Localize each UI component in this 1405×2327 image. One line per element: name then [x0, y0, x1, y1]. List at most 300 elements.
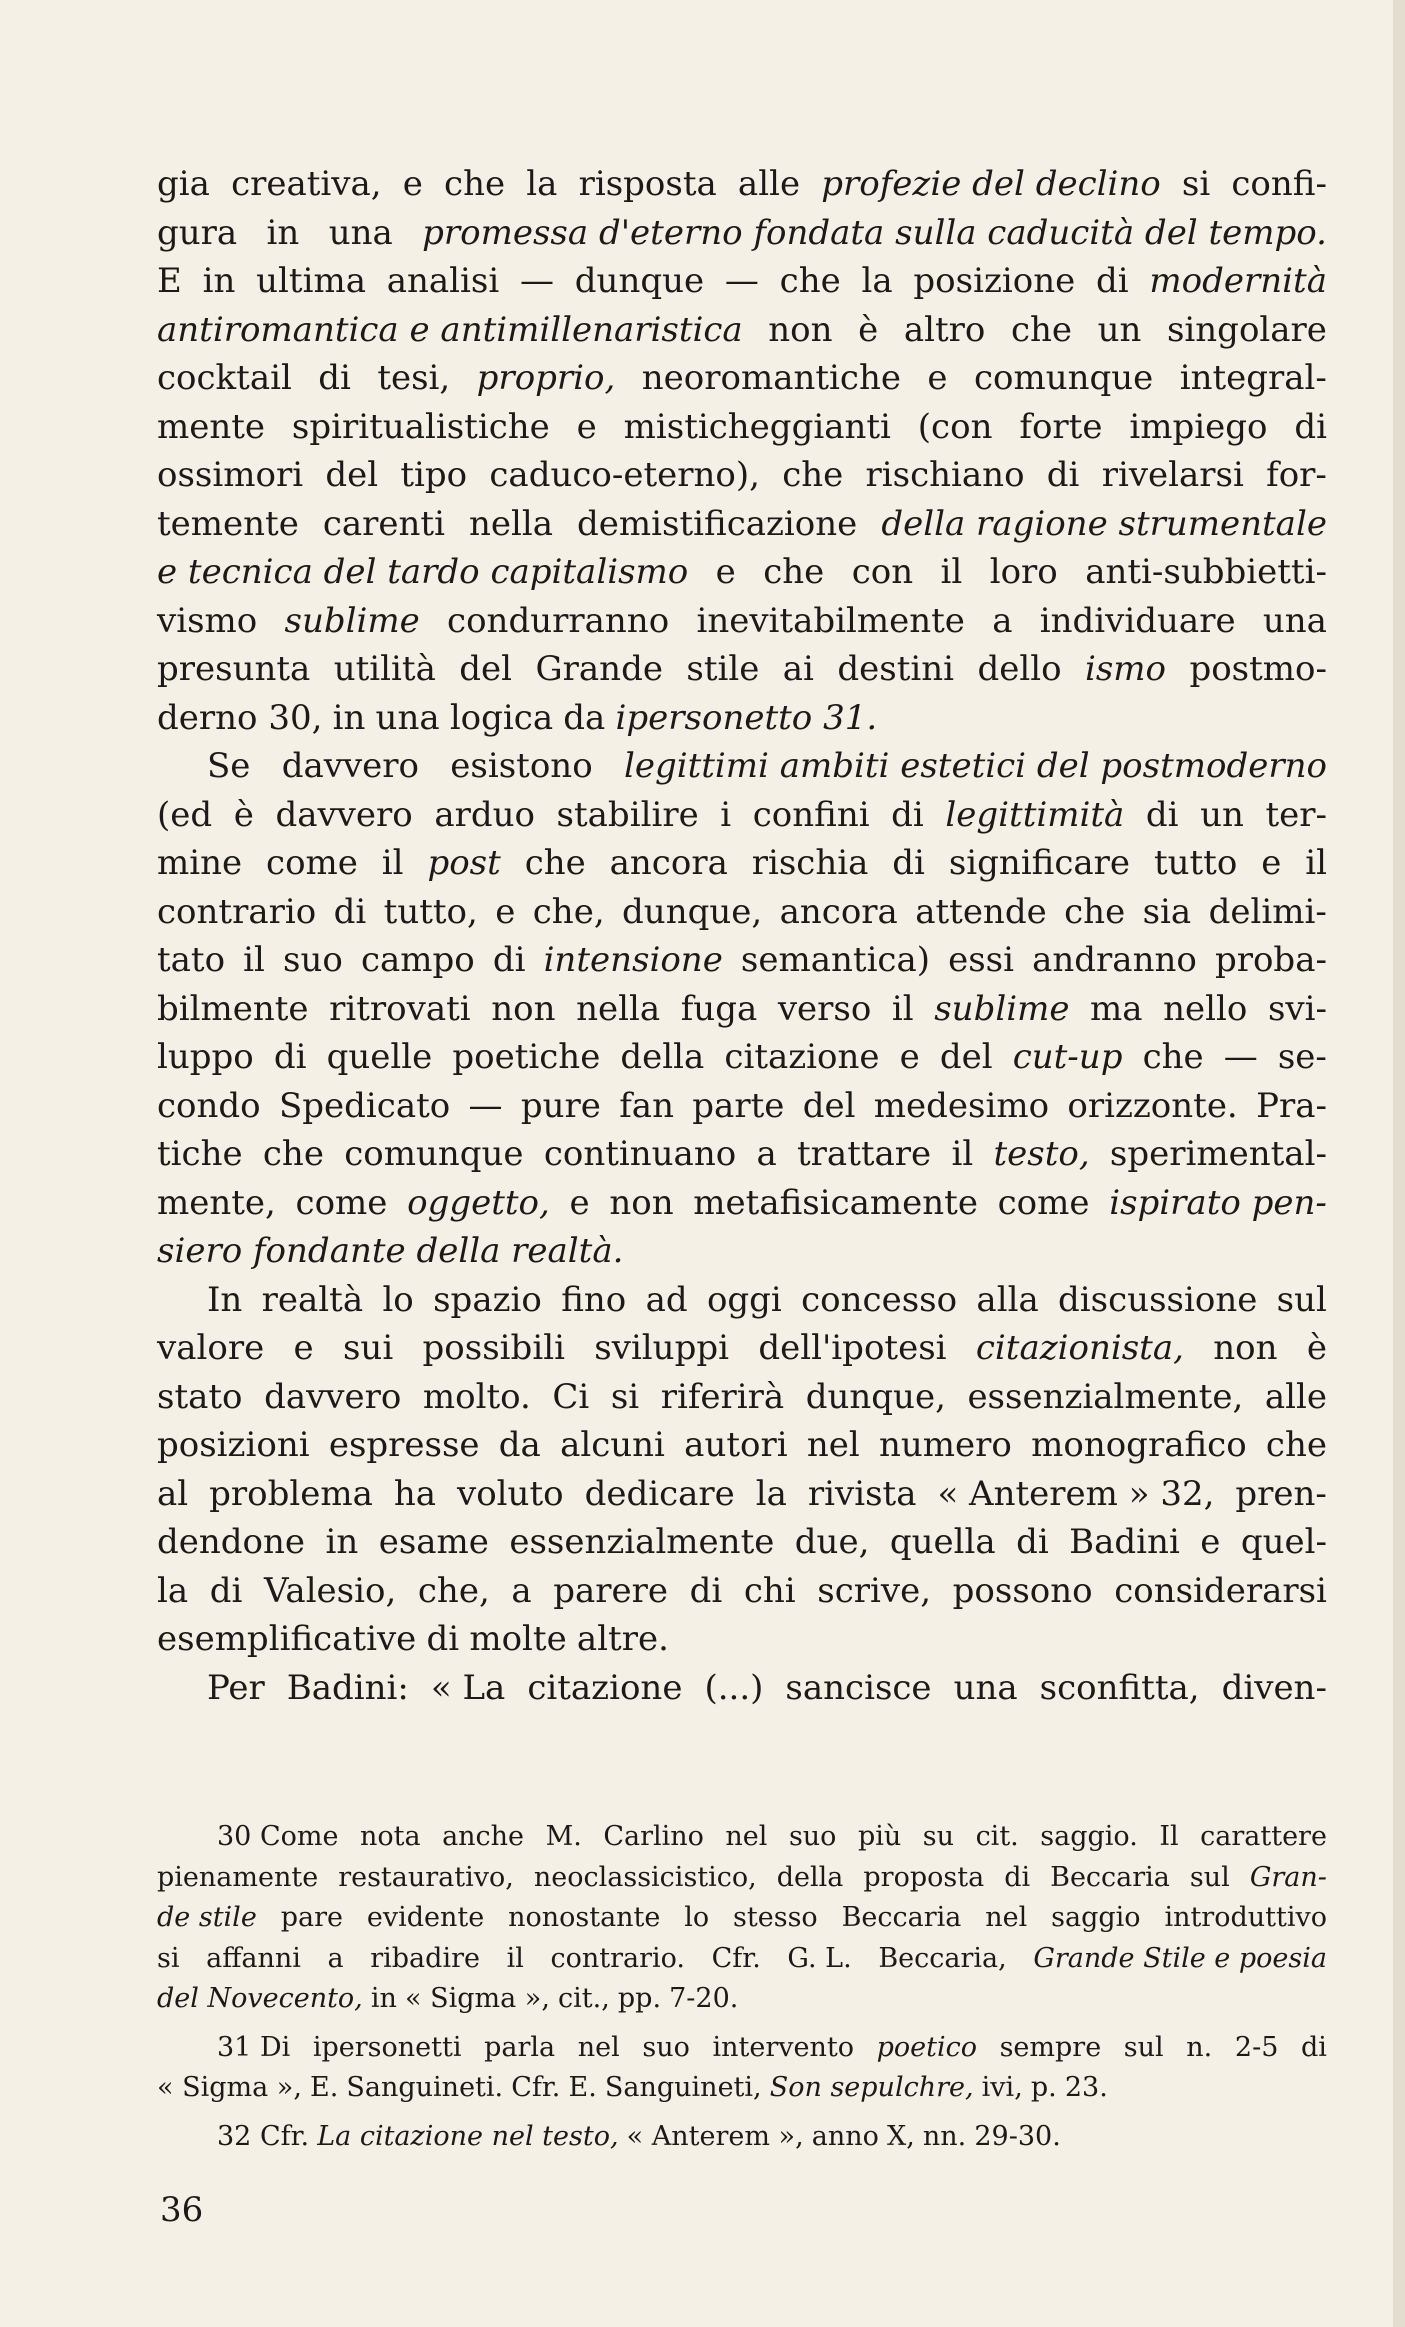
word: autori [684, 1425, 788, 1465]
word: e [293, 1328, 314, 1368]
word: quel- [1240, 1522, 1327, 1562]
word: Cfr. [511, 2072, 561, 2103]
word: 30 Come [217, 1821, 339, 1852]
word: non [491, 988, 556, 1029]
word: realtà [261, 1279, 364, 1320]
word: che [763, 552, 825, 592]
word: proposta [863, 1861, 985, 1893]
word: altre. [576, 1619, 669, 1659]
word: proba- [1214, 940, 1327, 980]
word: semantica) [740, 940, 931, 980]
word: stabilire [556, 794, 699, 835]
word: del [802, 1085, 856, 1126]
word: Grande Stile e poesia [1033, 1942, 1327, 1974]
word: è [1306, 1328, 1327, 1368]
word: di [426, 1619, 460, 1659]
word: di [1300, 2031, 1327, 2063]
word: X, [886, 2120, 915, 2152]
text-line [157, 1324, 1327, 1373]
word: su [922, 1821, 955, 1852]
word: Carlino [603, 1821, 704, 1852]
word: medesimo [873, 1085, 1050, 1126]
word: confi- [1231, 164, 1327, 204]
word: quelle [326, 1037, 433, 1077]
word: pure [520, 1085, 601, 1126]
text-line [157, 694, 1327, 743]
word: impiego [1129, 406, 1268, 447]
page-number: 36 [160, 2190, 204, 2230]
word: (ed [157, 794, 213, 835]
word: Beccaria [1050, 1861, 1170, 1893]
word: parte [692, 1085, 785, 1126]
word: a [756, 1134, 777, 1174]
text-line [157, 500, 1327, 549]
word: 7-20. [669, 1983, 739, 2014]
word: il [1305, 843, 1327, 883]
word: campo [360, 940, 475, 980]
word: intervento [712, 2031, 854, 2063]
word: possono [952, 1570, 1093, 1611]
word: parere [553, 1570, 669, 1611]
word: anno [811, 2120, 879, 2152]
word: Badini [1069, 1522, 1180, 1562]
word: cocktail [157, 358, 292, 398]
word: ancora [609, 843, 728, 883]
word: a [327, 1942, 344, 1974]
word: una [375, 697, 440, 738]
word: pienamente [157, 1861, 319, 1893]
word: della ragione strumentale [881, 503, 1327, 544]
word: vismo [157, 600, 258, 641]
word: a [511, 1570, 532, 1611]
word: de stile [157, 1902, 257, 1933]
word: ter- [1265, 794, 1327, 835]
word: come [997, 1182, 1090, 1223]
word: del [325, 455, 379, 495]
word: e [402, 164, 423, 204]
word: evidente [366, 1902, 485, 1933]
page-edge [1393, 0, 1405, 2327]
word: più [857, 1821, 902, 1852]
footnote-gap [157, 2020, 1327, 2028]
text-line [157, 403, 1327, 452]
word: in [332, 697, 366, 738]
word: 32 Cfr. [217, 2120, 310, 2152]
word: della [776, 1861, 844, 1893]
word: Sanguineti. [346, 2072, 504, 2103]
word: oggetto, [407, 1182, 550, 1223]
word: di [273, 1037, 307, 1077]
word: carattere [1200, 1821, 1327, 1852]
body-text [157, 160, 1327, 1712]
word: citazione [724, 1037, 880, 1077]
word: di [1145, 794, 1179, 835]
word: ancora [779, 891, 898, 932]
word: « Sigma », [405, 1983, 550, 2014]
word: che [444, 164, 506, 204]
word: postmo- [1189, 649, 1327, 689]
text-line [157, 742, 1327, 791]
word: restaurativo, [338, 1861, 514, 1893]
word: di [892, 843, 925, 883]
word: cut-up [1012, 1037, 1123, 1077]
word: la [755, 1473, 787, 1514]
footnote-line [157, 2028, 1327, 2069]
word: di [209, 1570, 243, 1611]
word: essenzialmente, [967, 1376, 1244, 1417]
word: la [861, 261, 893, 301]
word: alle [737, 164, 801, 204]
word: confini [752, 794, 870, 835]
word: svi- [1267, 988, 1327, 1029]
word: suo [788, 1821, 837, 1852]
word: cit. [975, 1821, 1019, 1852]
text-line [157, 1276, 1327, 1325]
word: proprio, [476, 358, 616, 398]
word: poetiche [452, 1037, 601, 1077]
word: stato [157, 1376, 243, 1417]
word: ipersonetti [312, 2031, 462, 2063]
text-line [157, 1082, 1327, 1131]
word: ad [645, 1279, 688, 1320]
text-line [157, 548, 1327, 597]
word: a [992, 600, 1013, 641]
word: diven- [1221, 1667, 1327, 1708]
word: di [689, 1570, 723, 1611]
word: orizzonte. [1067, 1085, 1238, 1126]
word: Grande [535, 649, 663, 689]
word: cit., [558, 1983, 610, 2014]
text-line [157, 645, 1327, 694]
word: al [157, 1473, 189, 1514]
word: ossimori [157, 455, 304, 495]
word: esistono [450, 746, 593, 786]
word: contrario. [550, 1942, 685, 1974]
word: logica [449, 697, 554, 738]
word: della [620, 1037, 705, 1077]
text-line [157, 1033, 1327, 1082]
word: quella [889, 1522, 996, 1562]
word: 2-5 [1234, 2031, 1279, 2063]
word: nonostante [508, 1902, 661, 1933]
word: « La [430, 1667, 506, 1708]
word: un [1200, 794, 1244, 835]
word: Son sepulchre, [769, 2072, 974, 2103]
word: trattare [797, 1134, 932, 1174]
word: rivelarsi [1101, 455, 1244, 495]
word: problema [209, 1473, 373, 1514]
word: tiche [157, 1134, 243, 1174]
word: e [899, 1037, 920, 1077]
word: in [266, 212, 300, 253]
text-line [157, 306, 1327, 355]
word: dunque, [805, 1376, 946, 1417]
word: Sanguineti, [604, 2072, 762, 2103]
word: metafisicamente [693, 1182, 978, 1223]
word: gura [157, 212, 238, 253]
word: che [1142, 1037, 1204, 1077]
word: Valesio, [263, 1570, 397, 1611]
word: numero [878, 1425, 1012, 1465]
word: molto. [422, 1376, 531, 1417]
word: gia [157, 164, 210, 204]
word: alcuni [560, 1425, 665, 1465]
word: Beccaria, [878, 1942, 1007, 1974]
word: derno 30, [157, 697, 323, 738]
word: pare [280, 1902, 343, 1933]
word: dedicare [584, 1473, 735, 1514]
word: inevitabilmente [696, 600, 965, 641]
word: non [1213, 1328, 1278, 1368]
word: e [927, 358, 948, 398]
word: che [1265, 1425, 1327, 1465]
text-line [157, 597, 1327, 646]
word: Se [207, 746, 251, 786]
word: da [563, 697, 606, 738]
word: analisi [386, 261, 500, 301]
word: ismo [1084, 649, 1167, 689]
word: Spedicato [278, 1085, 451, 1126]
word: e [495, 891, 516, 932]
word: lo [382, 1279, 414, 1320]
word: utilità [333, 649, 436, 689]
word: G. L. [787, 1942, 852, 1974]
footnote-line [157, 1979, 1327, 2020]
word: discussione [1058, 1279, 1258, 1320]
word: testo, [993, 1134, 1090, 1174]
word: nella [576, 988, 661, 1029]
word: nello [1163, 988, 1248, 1029]
word: il [951, 1134, 974, 1174]
word: in [325, 1522, 359, 1562]
word: come [295, 1182, 388, 1223]
word: mente [157, 406, 266, 447]
word: considerarsi [1114, 1570, 1327, 1611]
word: pren- [1235, 1473, 1327, 1514]
word: nel [577, 2031, 620, 2063]
word: comunque [344, 1134, 524, 1174]
word: e [576, 406, 597, 447]
footnote-line [157, 1858, 1327, 1899]
footnotes [157, 1817, 1327, 2157]
word: Pra- [1256, 1085, 1327, 1126]
word: concesso [801, 1279, 958, 1320]
word: molte [469, 1619, 567, 1659]
word: come [266, 843, 358, 883]
word: la [526, 164, 558, 204]
word: si [610, 1376, 640, 1417]
word: un [1097, 309, 1142, 350]
text-line [157, 1421, 1327, 1470]
word: monografico [1031, 1425, 1247, 1465]
word: integral- [1179, 358, 1327, 398]
text-line [157, 1130, 1327, 1179]
text-line [157, 160, 1327, 209]
word: che [1010, 309, 1072, 350]
word: Il [1159, 1821, 1179, 1852]
word: individuare [1039, 600, 1236, 641]
text-line [157, 257, 1327, 306]
word: Ci [552, 1376, 590, 1417]
word: di [1046, 455, 1080, 495]
word: se- [1277, 1037, 1327, 1077]
footnote-line [157, 1898, 1327, 1939]
word: condo [157, 1085, 261, 1126]
word: e [1261, 843, 1282, 883]
word: due, [794, 1522, 870, 1562]
word: neoclassicistico, [533, 1861, 757, 1893]
word: ipersonetto 31. [615, 697, 878, 738]
text-line [157, 985, 1327, 1034]
word: saggio [1051, 1902, 1141, 1933]
word: sconfitta, [1039, 1667, 1200, 1708]
word: spazio [433, 1279, 542, 1320]
text-line [157, 1664, 1327, 1713]
text-line [157, 1615, 1327, 1664]
word: sia [1142, 891, 1192, 932]
word: Badini: [286, 1667, 409, 1708]
word: stesso [733, 1902, 818, 1933]
word: si [157, 1942, 180, 1974]
word: delimi- [1208, 891, 1327, 932]
word: oggi [706, 1279, 782, 1320]
word: in [370, 1983, 397, 2014]
word: i [720, 794, 732, 835]
word: sui [342, 1328, 394, 1368]
word: che, [532, 891, 605, 932]
word: tato [157, 940, 226, 980]
word: fan [619, 1085, 674, 1126]
word: M. [545, 1821, 582, 1852]
word: Per [207, 1667, 265, 1708]
word: del [939, 1037, 993, 1077]
word: post [427, 843, 501, 883]
word: sul [1276, 1279, 1327, 1320]
word: lo [684, 1902, 710, 1933]
text-line [157, 839, 1327, 888]
word: saggio. [1040, 1821, 1138, 1852]
text-line [157, 1470, 1327, 1519]
word: promessa d'eterno fondata sulla caducità del tempo. [422, 212, 1327, 253]
word: che [1064, 891, 1126, 932]
text-line [157, 1518, 1327, 1567]
word: risposta [578, 164, 717, 204]
word: del [459, 649, 513, 689]
word: misticheggianti [623, 406, 891, 447]
word: ribadire [370, 1942, 480, 1974]
word: e tecnica del tardo capitalismo [157, 552, 689, 592]
word: E [157, 261, 182, 301]
word: che, [417, 1570, 490, 1611]
word: esame [378, 1522, 489, 1562]
word: « Anterem » 32, [937, 1473, 1215, 1514]
word: carenti [322, 503, 445, 544]
word: n. [1186, 2031, 1213, 2063]
word: temente [157, 503, 299, 544]
word: di [1096, 261, 1129, 301]
word: intensione [543, 940, 723, 980]
footnote-line [157, 2117, 1327, 2158]
word: rivista [807, 1473, 917, 1514]
word: dunque [574, 261, 705, 301]
footnote-line [157, 2068, 1327, 2109]
word: riferirà [660, 1376, 785, 1417]
word: Cfr. [711, 1942, 761, 1974]
word: una [953, 1667, 1018, 1708]
word: davvero [264, 1376, 402, 1417]
word: In [207, 1279, 243, 1320]
word: e [569, 1182, 590, 1223]
word: — [1223, 1037, 1258, 1077]
word: il [243, 940, 265, 980]
word: nel [985, 1902, 1028, 1933]
word: contrario [157, 891, 317, 932]
word: citazionista, [975, 1328, 1184, 1368]
word: condurranno [447, 600, 670, 641]
word: spiritualistiche [291, 406, 550, 447]
word: stile [686, 649, 760, 689]
word: il [506, 1942, 524, 1974]
word: nella [468, 503, 554, 544]
word: da [498, 1425, 541, 1465]
word: di [1016, 1522, 1049, 1562]
word: E. [310, 2072, 339, 2103]
word: mine [157, 843, 243, 883]
word: anche [442, 1821, 525, 1852]
word: modernità [1149, 261, 1327, 301]
word: chi [743, 1570, 796, 1611]
word: tutto, [383, 891, 478, 932]
word: La citazione nel testo, [317, 2120, 619, 2152]
word: una [1262, 600, 1327, 641]
word: fuga [680, 988, 758, 1029]
text-line [157, 791, 1327, 840]
word: antiromantica e antimillenaristica [157, 309, 743, 350]
word: e [715, 552, 736, 592]
word: (...) [704, 1667, 764, 1708]
word: di [318, 358, 351, 398]
word: neoromantiche [641, 358, 901, 398]
word: di [1294, 406, 1327, 447]
word: che [262, 1134, 324, 1174]
word: scrive, [817, 1570, 932, 1611]
word: essi [948, 940, 1015, 980]
word: siero fondante della realtà. [157, 1231, 624, 1271]
word: poetico [876, 2031, 977, 2063]
word: è [858, 309, 879, 350]
word: altro [903, 309, 986, 350]
word: dunque, [622, 891, 763, 932]
word: for- [1266, 455, 1327, 495]
word: e [1200, 1522, 1221, 1562]
word: ivi, [981, 2072, 1023, 2103]
word: non [609, 1182, 674, 1223]
word: Gran- [1249, 1861, 1327, 1893]
word: suo [283, 940, 343, 980]
word: si [1181, 164, 1211, 204]
word: sperimental- [1109, 1134, 1327, 1174]
text-line [157, 1179, 1327, 1228]
word: caduco-eterno), [489, 455, 760, 495]
word: forte [1019, 406, 1103, 447]
word: non [768, 309, 833, 350]
word: — [724, 261, 759, 301]
word: anti-subbietti- [1085, 552, 1327, 592]
word: rischiano [865, 455, 1025, 495]
word: davvero [281, 746, 419, 786]
word: suo [642, 2031, 690, 2063]
word: alle [1264, 1376, 1327, 1417]
